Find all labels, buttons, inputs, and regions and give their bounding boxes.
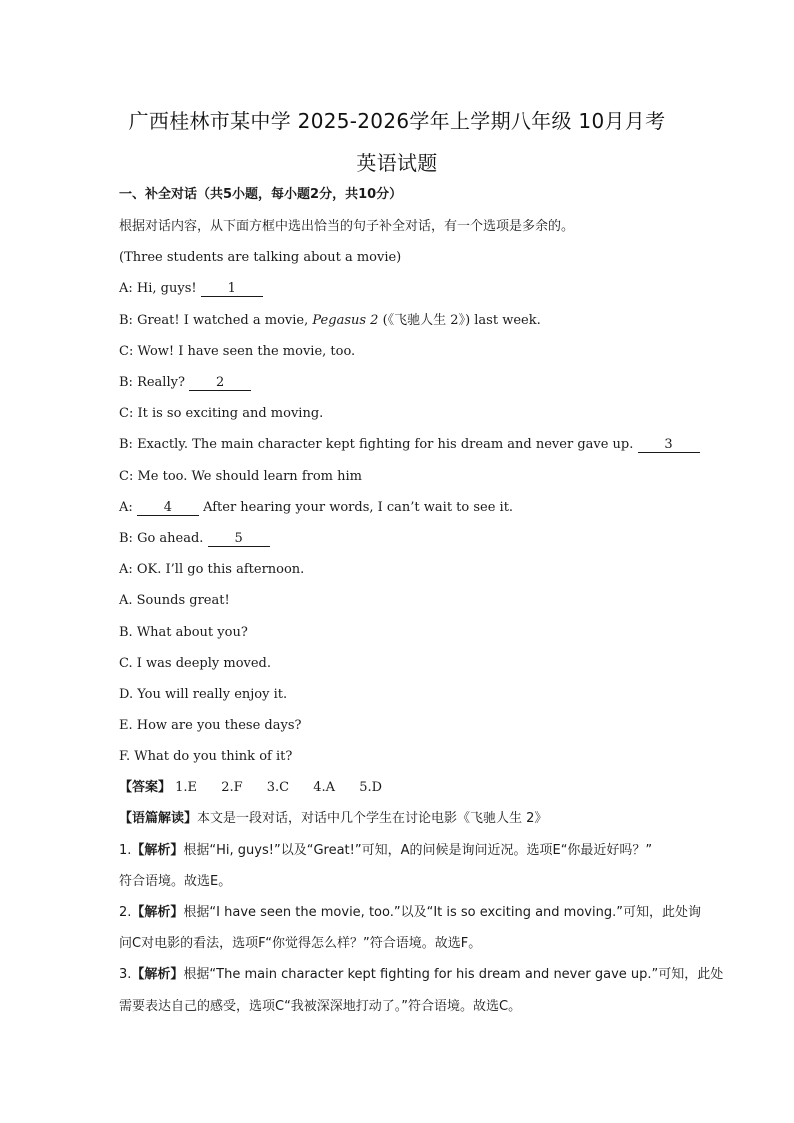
explanation-label: 【解析】 [131, 905, 184, 920]
explanation-1-line-2: 符合语境。故选E。 [119, 874, 232, 889]
dialogue-line-8 [119, 499, 513, 517]
explanation-number: 2. [119, 905, 132, 920]
dialogue-line-9 [119, 530, 270, 548]
answer-item: 4.A [313, 780, 336, 795]
answer-key [119, 779, 402, 797]
option-f: F. What do you think of it? [119, 749, 293, 764]
explanation-2-line-1 [119, 904, 701, 922]
answer-blank: 4 [137, 500, 199, 516]
dialogue-line-6 [119, 436, 700, 454]
dialogue-line-5: C: It is so exciting and moving. [119, 406, 324, 421]
dialogue-line-2 [119, 312, 541, 330]
explanation-label: 【解析】 [131, 843, 184, 858]
dialogue-text: (《飞驰人生 2》) last week. [382, 313, 541, 328]
answer-blank: 2 [189, 375, 251, 391]
instructions: 根据对话内容，从下面方框中选出恰当的句子补全对话，有一个选项是多余的。 [119, 219, 575, 234]
analysis-text: 本文是一段对话，对话中几个学生在讨论电影《飞驰人生 2》 [197, 811, 548, 826]
explanation-text: 根据“I have seen the movie, too.”以及“It is so exciting and moving.”可知，此处询 [183, 905, 701, 920]
dialogue-line-7: C: Me too. We should learn from him [119, 469, 362, 484]
answer-item: 5.D [359, 780, 383, 795]
explanation-text: 根据“Hi, guys!”以及“Great!”可知，A的问候是询问近况。选项E“你最近好吗？” [183, 843, 653, 858]
dialogue-line-10: A: OK. I’ll go this afternoon. [119, 562, 305, 577]
section-heading: 一、补全对话（共5小题，每小题2分，共10分） [119, 187, 403, 202]
option-c: C. I was deeply moved. [119, 656, 272, 671]
dialogue-line-4 [119, 374, 251, 392]
explanation-2-line-2: 问C对电影的看法，选项F“你觉得怎么样？”符合语境。故选F。 [119, 936, 482, 951]
answer-blank: 1 [201, 281, 263, 297]
explanation-text: 根据“The main character kept fighting for his dream and never gave up.”可知，此处 [183, 967, 724, 982]
explanation-3-line-2: 需要表达自己的感受，选项C“我被深深地打动了。”符合语境。故选C。 [119, 999, 522, 1014]
speaker-label: A: [119, 281, 133, 296]
option-d: D. You will really enjoy it. [119, 687, 288, 702]
speaker-label: B: [119, 313, 133, 328]
answer-label: 【答案】 [119, 780, 172, 795]
option-b: B. What about you? [119, 625, 248, 640]
movie-title: Pegasus 2 [312, 313, 379, 328]
dialogue-text: After hearing your words, I can’t wait to see it. [203, 500, 514, 515]
option-a: A. Sounds great! [119, 593, 230, 608]
option-e: E. How are you these days? [119, 718, 302, 733]
dialogue-text: Great! I watched a movie, [137, 313, 309, 328]
answer-item: 2.F [221, 780, 243, 795]
dialogue-text: B: Go ahead. [119, 531, 204, 546]
title-line-2: 英语试题 [356, 151, 438, 175]
speaker-label: A: [119, 500, 133, 515]
answer-blank: 5 [208, 531, 270, 547]
explanation-number: 3. [119, 967, 132, 982]
answer-item: 3.C [266, 780, 290, 795]
analysis-label: 【语篇解读】 [119, 811, 198, 826]
title-line-1: 广西桂林市某中学 2025-2026学年上学期八年级 10月月考 [128, 109, 666, 133]
explanation-1-line-1 [119, 842, 652, 860]
answer-item: 1.E [175, 780, 198, 795]
answer-blank: 3 [638, 437, 700, 453]
explanation-label: 【解析】 [131, 967, 184, 982]
dialogue-line-3: C: Wow! I have seen the movie, too. [119, 344, 356, 359]
dialogue-context: (Three students are talking about a movie) [119, 250, 402, 265]
dialogue-text: Hi, guys! [136, 281, 197, 296]
explanation-3-line-1 [119, 966, 723, 984]
explanation-number: 1. [119, 843, 132, 858]
dialogue-line-1 [119, 280, 263, 298]
dialogue-text: B: Really? [119, 375, 185, 390]
dialogue-text: B: Exactly. The main character kept fighting for his dream and never gave up. [119, 437, 634, 452]
passage-analysis [119, 810, 547, 828]
